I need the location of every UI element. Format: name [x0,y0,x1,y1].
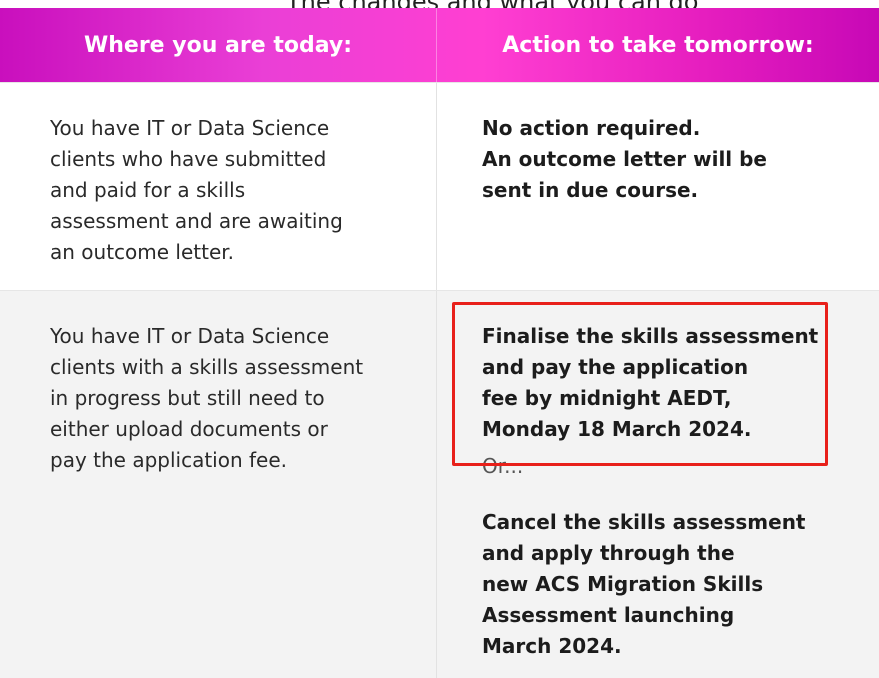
today-line: assessment and are awaiting [50,209,343,233]
top-caption-strip [0,0,879,8]
today-line: pay the application fee. [50,448,288,472]
today-line: You have IT or Data Science [50,116,330,140]
action-alt-line: and apply through the [482,541,735,565]
today-line: clients who have submitted [50,147,327,171]
today-line: and paid for a skills [50,178,246,202]
header-where-you-are: Where you are today: [83,32,353,58]
action-cell [482,321,852,445]
action-alt-cell [482,507,806,662]
action-line: Monday 18 March 2024. [482,417,752,441]
action-line: An outcome letter will be [482,147,767,171]
today-cell [50,321,410,476]
action-line: and pay the application [482,355,749,379]
today-line: either upload documents or [50,417,328,441]
or-separator: Or... [482,454,524,478]
action-line: No action required. [482,116,701,140]
today-line: an outcome letter. [50,240,235,264]
column-divider [436,291,437,678]
action-alt-line: Assessment launching [482,603,735,627]
today-line: in progress but still need to [50,386,325,410]
header-action: Action to take tomorrow: [502,32,814,58]
action-alt-line: new ACS Migration Skills [482,572,764,596]
action-line: fee by midnight AEDT, [482,386,732,410]
action-cell [482,113,852,206]
action-alt-line: Cancel the skills assessment [482,510,806,534]
table-row [0,82,879,291]
action-alt-line: March 2024. [482,634,622,658]
action-line: Finalise the skills assessment [482,324,819,348]
today-line: You have IT or Data Science [50,324,330,348]
table-row [0,290,879,678]
today-line: clients with a skills assessment [50,355,364,379]
today-cell [50,113,410,268]
table-header [0,8,879,82]
action-line: sent in due course. [482,178,699,202]
column-divider [436,83,437,291]
